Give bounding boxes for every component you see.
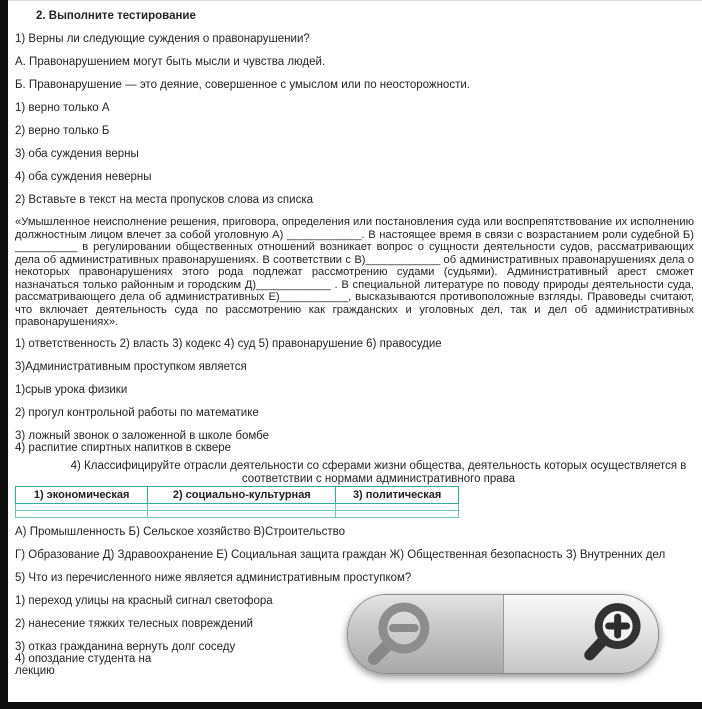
magnifier-plus-icon <box>504 595 659 673</box>
zoom-out-button[interactable] <box>348 595 503 673</box>
q5-option-1: 1) переход улицы на красный сигнал светофора <box>15 595 273 607</box>
table-empty-row <box>16 504 459 511</box>
table-empty-row <box>16 511 459 518</box>
q3-option-1: 1)срыв урока физики <box>15 383 128 396</box>
q1-option-4: 4) оба суждения неверны <box>15 171 152 183</box>
q1-option-1: 1) верно только А <box>15 102 110 114</box>
magnifier-minus-icon <box>348 595 503 673</box>
q3-option-4: 4) распитие спиртных напитков в сквере <box>15 441 232 454</box>
table-header-economic: 1) экономическая <box>16 487 148 504</box>
q1-statement-a: А. Правонарушением могут быть мысли и чувства людей. <box>15 56 326 68</box>
classification-table <box>15 486 459 518</box>
table-empty-cell <box>148 511 336 518</box>
table-empty-cell <box>336 504 459 511</box>
q5-option-3: 3) отказ гражданина вернуть долг соседу <box>15 641 236 653</box>
section-number: 2. <box>36 10 46 22</box>
q2-word-list: 1) ответственность 2) власть 3) кодекс 4) суд 5) правонарушение 6) правосудие <box>15 337 442 350</box>
q5-prompt: 5) Что из перечисленного ниже является административным проступком? <box>15 572 412 584</box>
q3-prompt: 3)Административным проступком является <box>15 360 247 373</box>
q5-option-4: 4) опоздание студента на лекцию <box>15 653 152 677</box>
q1-option-3: 3) оба суждения верны <box>15 148 139 160</box>
q3-option-3: 3) ложный звонок о заложенной в школе бомбе <box>15 429 269 442</box>
table-header-political: 3) политическая <box>336 487 459 504</box>
section-title: Выполните тестирование <box>48 10 196 22</box>
zoom-in-button[interactable] <box>503 595 659 673</box>
section-header <box>36 9 694 23</box>
q5-option-2: 2) нанесение тяжких телесных повреждений <box>15 618 253 630</box>
q4-prompt: 4) Классифицируйте отрасли деятельности со сферами жизни общества, деятельность которых осуществляется в соответствии с нормами административного права <box>70 460 687 485</box>
table-empty-cell <box>16 504 148 511</box>
q4-answers-line-2: Г) Образование Д) Здравоохранение Е) Социальная защита граждан Ж) Общественная безопасность З) Внутренних дел <box>15 549 666 561</box>
table-empty-cell <box>148 504 336 511</box>
bottom-edge-bar <box>0 702 702 709</box>
zoom-control <box>347 594 659 674</box>
q1-statement-b: Б. Правонарушение — это деяние, совершенное с умыслом или по неосторожности. <box>15 79 470 91</box>
left-edge-bar <box>0 0 8 709</box>
q1-prompt: 1) Верны ли следующие суждения о правонарушении? <box>15 33 310 45</box>
table-empty-cell <box>336 511 459 518</box>
table-empty-cell <box>16 511 148 518</box>
q3-option-2: 2) прогул контрольной работы по математике <box>15 406 259 419</box>
q4-answers-line-1: А) Промышленность Б) Сельское хозяйство В)Строительство <box>15 526 345 538</box>
q2-passage: «Умышленное неисполнение решения, приговора, определения или постановления суда или воспрепятствование их исполнению должностным лицом влечет за собой уголовную А) ____________. В настоящее время в связи с возрастанием роли судебной Б) __________ в регулировании общественных отношений возникает вопрос о сущности деятельности судов, рассматривающих дела об административных правонарушениях. В соответствии с В)____________ об административных правонарушениях дела о некоторых правонарушениях этого рода подлежат рассмотрению судами (судьями). Административный арест сможет назначаться только районным и городским Д)____________ . В специальной литературе по поводу природы деятельности суда, рассматривающего дела об административных Е)___________, высказываются противоположные взгляды. Правоведы считают, что включает деятельность суда по рассмотрению как гражданских и уголовных дел, так и дел об административных правонарушениях». <box>15 216 694 328</box>
q1-option-2: 2) верно только Б <box>15 125 110 137</box>
table-header-social-cultural: 2) социально-культурная <box>148 487 336 504</box>
classification-table-header-row <box>16 487 459 504</box>
q2-prompt: 2) Вставьте в текст на места пропусков слова из списка <box>15 194 313 206</box>
